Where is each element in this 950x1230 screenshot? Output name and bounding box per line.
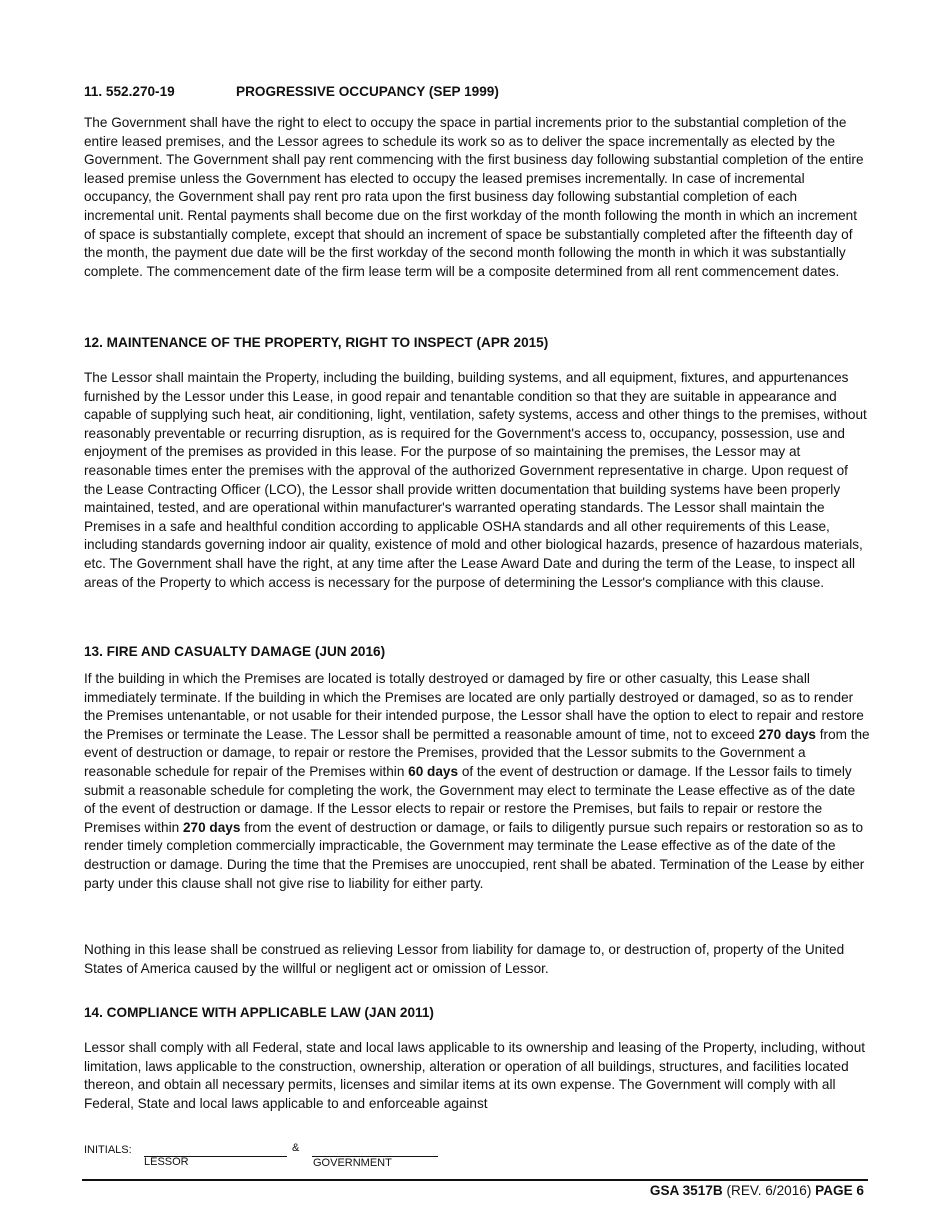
lessor-label: LESSOR: [144, 1156, 189, 1168]
government-label: GOVERNMENT: [313, 1157, 392, 1169]
section-13-text-e: from the event of destruction or damage, or fails to diligently pursue such repairs or restoration so as to render timely completion commercially impracticable, the Government may terminate the Lease effective as of the date of the destruction or damage. During the time that the Premises are unoccupied, rent shall be abated. Termination of the Lease by either party under this clause shall not give rise to liability for either party.: [84, 819, 865, 891]
section-12-heading: 12. MAINTENANCE OF THE PROPERTY, RIGHT TO INSPECT (APR 2015): [84, 335, 549, 350]
section-11-body: The Government shall have the right to elect to occupy the space in partial increments prior to the substantial completion of the entire leased premises, and the Lessor agrees to schedule its work so as to deliver the space incrementally as elected by the Government. The Government shall pay rent commencing with the first business day following substantial completion of the entire leased premise unless the Government has elected to occupy the leased premises incrementally. In case of incremental occupancy, the Government shall pay rent pro rata upon the first business day following substantial completion of each incremental unit. Rental payments shall become due on the first workday of the month following the month in which an increment of space is substantially complete, except that should an increment of space be substantially completed after the fifteenth day of the month, the payment due date will be the first workday of the second month following the month in which it was substantially complete. The commencement date of the firm lease term will be a composite determined from all rent commencement dates.: [84, 115, 864, 279]
footer-rule: [82, 1179, 868, 1181]
section-11-title: PROGRESSIVE OCCUPANCY (SEP 1999): [236, 84, 499, 99]
section-13-text-c: from the event of destruction or damage, to repair or restore the Premises, provided that the Lessor submits to the Government a reasonable schedule for repair of the Premises within: [84, 726, 870, 779]
ampersand: &: [292, 1142, 300, 1154]
section-13-heading: 13. FIRE AND CASUALTY DAMAGE (JUN 2016): [84, 644, 386, 659]
section-14-heading: 14. COMPLIANCE WITH APPLICABLE LAW (JAN 2011): [84, 1005, 434, 1020]
section-13-text-a: If the building in which the Premises are located is totally destroyed or damaged by fire or other casualty, this Lease shall immediately terminate. If the building in which the Premises are located are only partially destroyed or damaged, so as to render the Premises untenantable, or not usable for their intended purpose, the Lessor shall have the option to elect to repair and restore the Premises or terminate the Lease. The Lessor shall be permitted a reasonable amount of time, not to exceed: [84, 671, 864, 742]
section-13-text-d: of the event of destruction or damage. If the Lessor fails to timely submit a reasonable schedule for completing the work, the Government may elect to terminate the Lease effective as of the date of the event of destruction or damage. If the Lessor elects to repair or restore the Premises, but fails to repair or restore the Premises within: [84, 763, 856, 835]
section-13-bold-days-3: 270 days: [182, 819, 241, 835]
initials-label: INITIALS:: [84, 1144, 132, 1156]
section-13-bold-days-1: 270 days: [758, 726, 816, 742]
form-identifier: [650, 1183, 864, 1198]
section-11-heading: [84, 84, 499, 99]
form-code: GSA 3517B: [649, 1183, 723, 1198]
section-11-number: 11. 552.270-19: [84, 84, 175, 99]
section-13-bold-days-2: 60 days: [408, 763, 459, 779]
section-12-body: The Lessor shall maintain the Property, including the building, building systems, and all equipment, fixtures, and appurtenances furnished by the Lessor under this Lease, in good repair and tenantable condition so that they are suitable in appearance and capable of supplying such heat, air conditioning, light, ventilation, safety systems, access and other things to the premises, without reasonably preventable or recurring disruption, as is required for the Government's access to, occupancy, possession, use and enjoyment of the premises as provided in this lease. For the purpose of so maintaining the premises, the Lessor may at reasonable times enter the premises with the approval of the authorized Government representative in charge. Upon request of the Lease Contracting Officer (LCO), the Lessor shall provide written documentation that building systems have been properly maintained, tested, and are operational within manufacturer's warranted operating standards. The Lessor shall maintain the Premises in a safe and healthful condition according to applicable OSHA standards and all other requirements of this Lease, including standards governing indoor air quality, existence of mold and other biological hazards, presence of hazardous materials, etc. The Government shall have the right, at any time after the Lease Award Date and during the term of the Lease, to inspect all areas of the Property to which access is necessary for the purpose of determining the Lessor's compliance with this clause.: [84, 370, 867, 590]
initials-block: [84, 1142, 484, 1172]
section-13-paragraph-1: [84, 670, 870, 893]
section-13-paragraph-2: Nothing in this lease shall be construed as relieving Lessor from liability for damage to, or destruction of, property of the United States of America caused by the willful or negligent act or omission of Lessor.: [84, 942, 845, 976]
form-revision: (REV. 6/2016): [726, 1183, 812, 1198]
page-number: PAGE 6: [815, 1183, 864, 1198]
section-14-body: Lessor shall comply with all Federal, state and local laws applicable to its ownership and leasing of the Property, including, without limitation, laws applicable to the construction, ownership, alteration or operation of all buildings, structures, and facilities located thereon, and obtain all necessary permits, licenses and similar items at its own expense. The Government will comply with all Federal, State and local laws applicable to and enforceable against: [84, 1040, 866, 1111]
